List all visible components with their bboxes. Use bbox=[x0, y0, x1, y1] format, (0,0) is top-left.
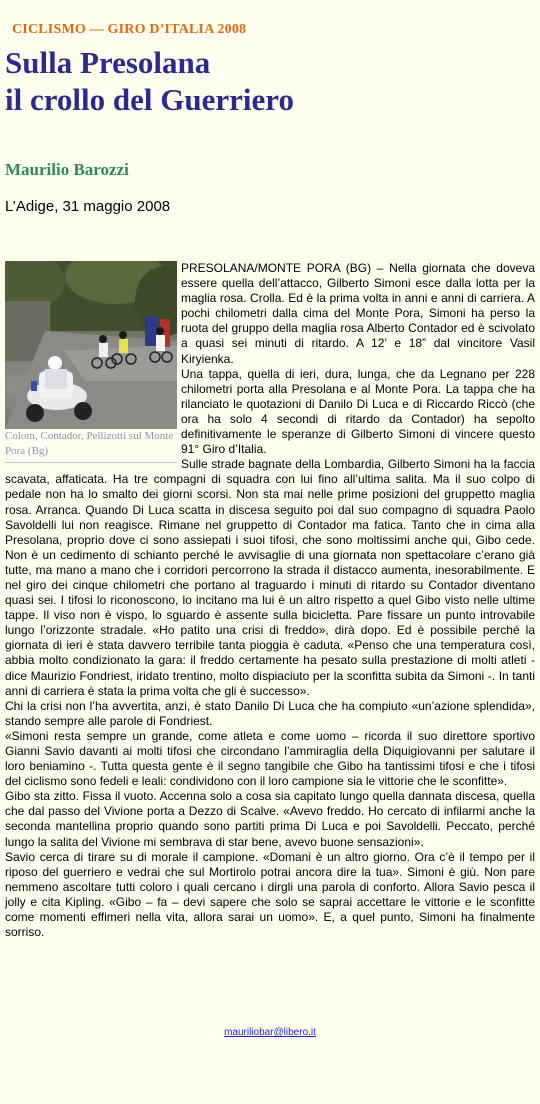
source-dateline: L’Adige, 31 maggio 2008 bbox=[5, 198, 171, 215]
title-line-2: il crollo del Guerriero bbox=[5, 82, 294, 117]
article-paragraph: «Simoni resta sempre un grande, come atleta e come uomo – ricorda il suo direttore sportivo Gianni Savio davanti ai molti tifosi che circondano l’ammiraglia della Diquigiovanni per salutare il loro beniamino -. Tutta questa gente è il segno tangibile che Gibo ha tantissimi tifosi e che i tifosi del ciclismo sono fedeli e leali: condividono con il loro campione sia le vittorie che le sconfitte». bbox=[5, 728, 535, 789]
article-paragraph: PRESOLANA/MONTE PORA (BG) – Nella giornata che doveva essere quella dell’attacco, Gilberto Simoni esce dalla lotta per la maglia rosa. Crolla. Ed è la prima volta in anni e anni di carriera. A pochi chilometri dalla cima del Monte Pora, Simoni ha perso la ruota del gruppo della maglia rosa Alberto Contador ed è scivolato a quasi sei minuti di ritardo. A 12’ e 18” dal vincitore Vasil Kiryienka. bbox=[181, 261, 535, 366]
title-line-1: Sulla Presolana bbox=[5, 45, 211, 80]
photo-caption: Colom, Contador, Pellizotti sul Monte Pora (Bg) bbox=[5, 430, 174, 457]
section-kicker: CICLISMO — GIRO D’ITALIA 2008 bbox=[12, 22, 247, 37]
article-body bbox=[5, 261, 535, 940]
article-figure bbox=[5, 261, 177, 463]
author-email bbox=[0, 1027, 540, 1038]
article-paragraph: Sulle strade bagnate della Lombardia, Gilberto Simoni ha la faccia scavata, affaticata. Ha tre compagni di squadra con lui fino all’ultima salita. Ma il suo colpo di pedale non ha lo smalto dei giorni scorsi. Non sta mai nelle prime posizioni del gruppetto maglia rosa. Arranca. Quando Di Luca scatta in discesa seguito poi dal suo compagno di squadra Paolo Savoldelli lui non reagisce. Rimane nel gruppetto di Contador ma fatica. Tanto che in cima alla Presolana, proprio dove ci sono assiepati i suoi tifosi, che sono moltissimi anche qui, Gibo cede. Non è un cedimento di schianto perché le avvisaglie di una giornata non spettacolare c’erano già tutte, ma mano a mano che i corridori percorrono la strada il distacco aumenta, inesorabilmente. E nel giro dei cinque chilometri che portano al traguardo i minuti di ritardo su Contador diventano quasi sei. I tifosi lo riconoscono, lo incitano ma lui è un altro rispetto a quel Gibo visto nelle ultime tappe. Il viso non è vispo, lo sguardo è assente sulla bicicletta. Pare fissare un punto introvabile lungo l’orizzonte stradale. «Ho patito una crisi di freddo», dirà dopo. Ed è possibile perché la giornata di ieri è stata davvero terribile tanta pioggia è caduta. «Penso che una temperatura così, abbia molto condizionato la gara: il freddo certamente ha pesato sulla prestazione di molti atleti - dice Maurizio Fondriest, iridato trentino, molto dispiaciuto per la sconfitta subita da Simoni -. In tanti anni di carriera è stata la prima volta che gli è successo». bbox=[5, 457, 535, 698]
article-title bbox=[5, 44, 294, 118]
article-paragraph: Chi la crisi non l’ha avvertita, anzi, è stato Danilo Di Luca che ha compiuto «un’azione splendida», stando sempre alle parole di Fondriest. bbox=[5, 698, 535, 728]
article-paragraph: Gibo sta zitto. Fissa il vuoto. Accenna solo a cosa sia capitato lungo quella dannata discesa, quella che dal passo del Vivione porta a Dezzo di Scalve. «Avevo freddo. Ho cercato di infilarmi anche la seconda mantellina proprio quando sono partiti prima Di Luca e poi Savoldelli. Peccato, perché lungo la salita del Vivione mi sembrava di star bene, avevo buone sensazioni». bbox=[5, 789, 535, 849]
cyclists-photo bbox=[5, 261, 177, 429]
article-paragraph: Una tappa, quella di ieri, dura, lunga, che da Legnano per 228 chilometri porta alla Presolana e al Monte Pora. La tappa che ha rilanciato le quotazioni di Danilo Di Luca e di Riccardo Riccò (che ora ha solo 4 secondi di ritardo da Contador) ha sepolto definitivamente le speranze di Gilberto Simoni di vincere questo 91° Giro d’Italia. bbox=[181, 366, 535, 457]
author-byline: Maurilio Barozzi bbox=[5, 160, 129, 179]
author-email-link[interactable]: mauriliobar@libero.it bbox=[224, 1027, 316, 1038]
article-paragraph: Savio cerca di tirare su di morale il campione. «Domani è un altro giorno. Ora c’è il tempo per il riposo del guerriero e vedrai che sul Mortirolo potrai ancora dire la tua». Simoni è giù. Non pare nemmeno ascoltare tutti coloro i quali cercano i dirgli una parola di conforto. Allora Savio pesca il jolly e cita Kipling. «Gibo – fa – devi sapere che solo se saprai accettare le vittorie e le sconfitte come momenti effimeri nella vita, allora sarai un uomo». E, a quel punto, Simoni ha finalmente sorriso. bbox=[5, 849, 535, 940]
